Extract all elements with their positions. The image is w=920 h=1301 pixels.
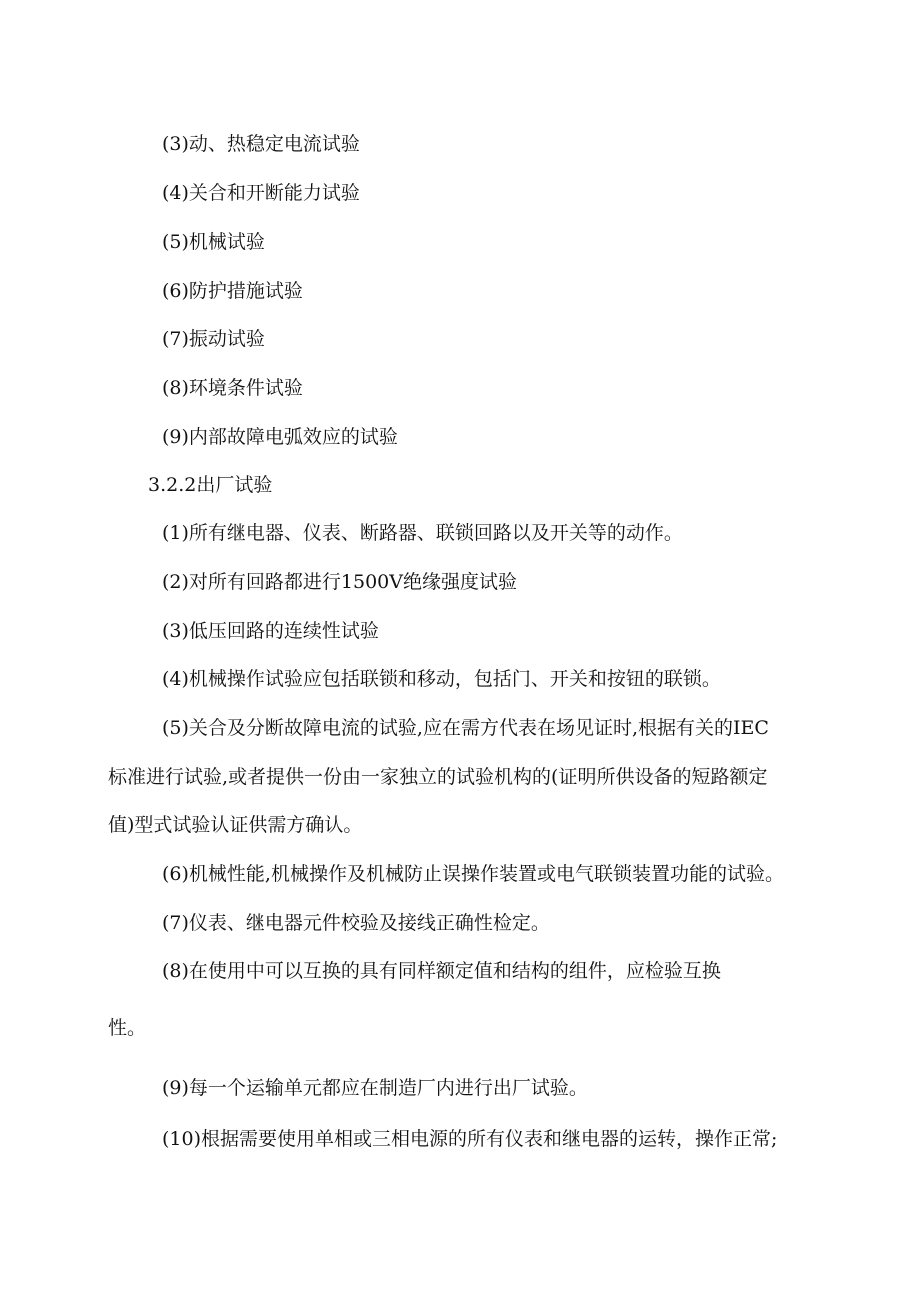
- test-item-8: (8)环境条件试验: [162, 377, 303, 399]
- factory-test-item-2: (2)对所有回路都进行1500V绝缘强度试验: [162, 571, 517, 593]
- factory-test-item-7: (7)仪表、继电器元件校验及接线正确性检定。: [162, 912, 550, 934]
- factory-test-item-10: (10)根据需要使用单相或三相电源的所有仪表和继电器的运转，操作正常;: [162, 1128, 778, 1150]
- test-item-5: (5)机械试验: [162, 231, 265, 253]
- test-item-6: (6)防护措施试验: [162, 280, 303, 302]
- factory-test-item-8-line-2: 性。: [108, 1017, 147, 1039]
- factory-test-item-5-line-3: 值)型式试验认证供需方确认。: [108, 814, 363, 836]
- test-item-7: (7)振动试验: [162, 328, 265, 350]
- factory-test-item-1: (1)所有继电器、仪表、断路器、联锁回路以及开关等的动作。: [162, 522, 683, 544]
- factory-test-item-5-line-1: (5)关合及分断故障电流的试验,应在需方代表在场见证时,根据有关的IEC: [162, 717, 769, 739]
- factory-test-item-6: (6)机械性能,机械操作及机械防止误操作装置或电气联锁装置功能的试验。: [162, 863, 784, 885]
- test-item-9: (9)内部故障电弧效应的试验: [162, 426, 398, 448]
- test-item-4: (4)关合和开断能力试验: [162, 182, 360, 204]
- factory-test-item-4: (4)机械操作试验应包括联锁和移动，包括门、开关和按钮的联锁。: [162, 668, 721, 690]
- factory-test-item-9: (9)每一个运输单元都应在制造厂内进行出厂试验。: [162, 1077, 588, 1099]
- factory-test-item-5-line-2: 标准进行试验,或者提供一份由一家独立的试验机构的(证明所供设备的短路额定: [108, 766, 768, 788]
- section-heading: 3.2.2出厂试验: [148, 474, 273, 496]
- factory-test-item-3: (3)低压回路的连续性试验: [162, 620, 379, 642]
- test-item-3: (3)动、热稳定电流试验: [162, 133, 360, 155]
- factory-test-item-8-line-1: (8)在使用中可以互换的具有同样额定值和结构的组件，应检验互换: [162, 960, 721, 982]
